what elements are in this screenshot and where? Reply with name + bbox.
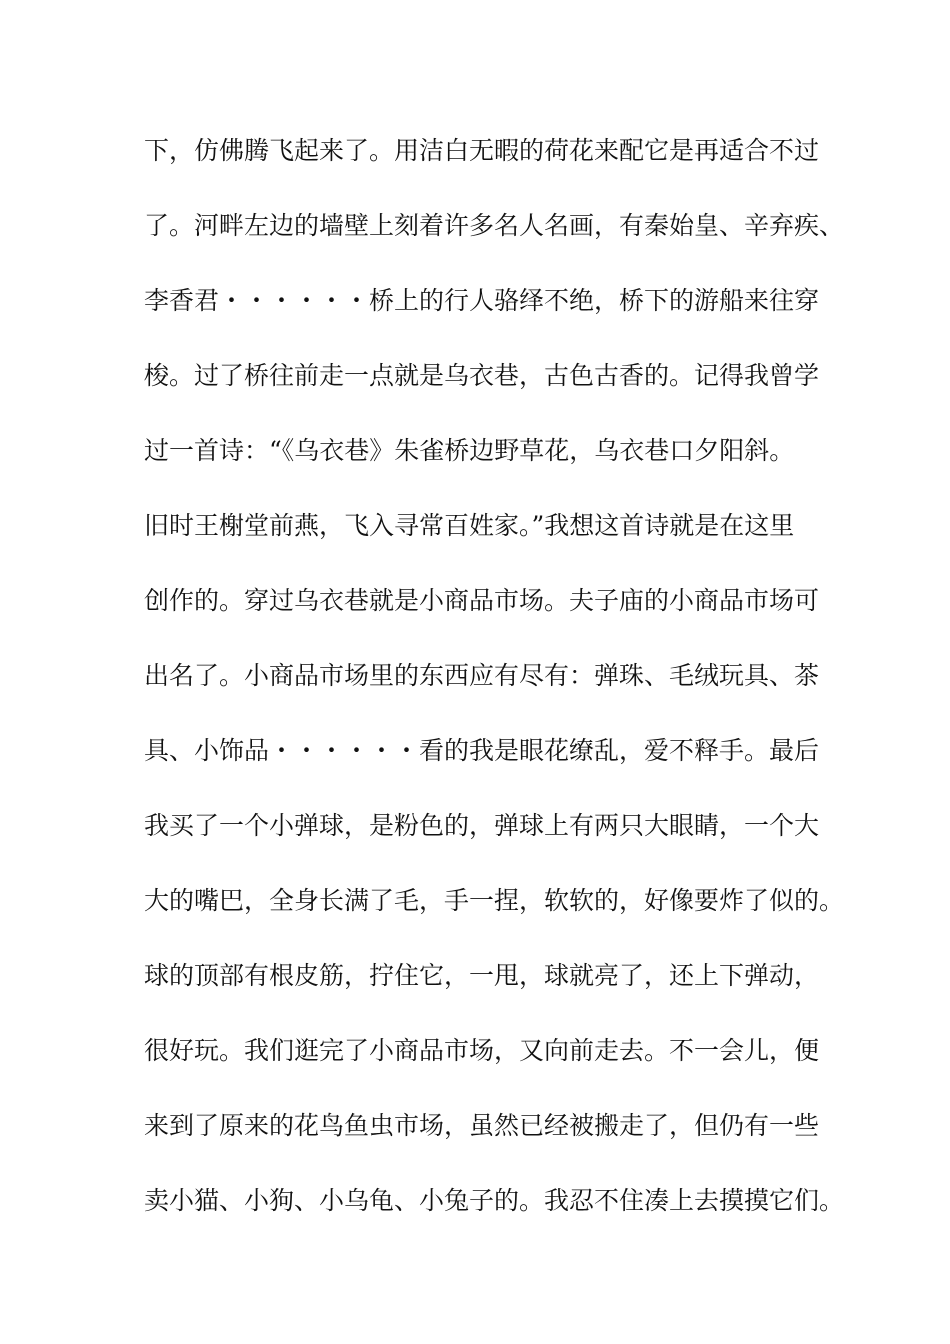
text-line: 旧时王榭堂前燕，飞入寻常百姓家。”我想这首诗就是在这里 bbox=[144, 511, 795, 540]
text-line: 出名了。小商品市场里的东西应有尽有：弹珠、毛绒玩具、茶 bbox=[144, 661, 820, 690]
text-line: 过一首诗：“《乌衣巷》朱雀桥边野草花，乌衣巷口夕阳斜。 bbox=[144, 436, 795, 465]
text-line: 我买了一个小弹球，是粉色的，弹球上有两只大眼睛，一个大 bbox=[144, 811, 820, 840]
text-line: 李香君・・・・・・桥上的行人骆绎不绝，桥下的游船来往穿 bbox=[144, 286, 820, 315]
text-line: 创作的。穿过乌衣巷就是小商品市场。夫子庙的小商品市场可 bbox=[144, 586, 820, 615]
text-line: 具、小饰品・・・・・・看的我是眼花缭乱，爱不释手。最后 bbox=[144, 736, 820, 765]
text-line: 很好玩。我们逛完了小商品市场，又向前走去。不一会儿，便 bbox=[144, 1036, 820, 1065]
text-line: 梭。过了桥往前走一点就是乌衣巷，古色古香的。记得我曾学 bbox=[144, 361, 820, 390]
text-line: 了。河畔左边的墙壁上刻着许多名人名画，有秦始皇、辛弃疾、 bbox=[144, 211, 845, 240]
text-line: 大的嘴巴，全身长满了毛，手一捏，软软的，好像要炸了似的。 bbox=[144, 886, 845, 915]
text-line: 来到了原来的花鸟鱼虫市场，虽然已经被搬走了，但仍有一些 bbox=[144, 1111, 820, 1140]
text-line: 卖小猫、小狗、小乌龟、小兔子的。我忍不住凑上去摸摸它们。 bbox=[144, 1186, 845, 1215]
text-line: 下，仿佛腾飞起来了。用洁白无暇的荷花来配它是再适合不过 bbox=[144, 136, 820, 165]
body-text bbox=[144, 131, 844, 1256]
text-line: 球的顶部有根皮筋，拧住它，一甩，球就亮了，还上下弹动， bbox=[144, 961, 820, 990]
